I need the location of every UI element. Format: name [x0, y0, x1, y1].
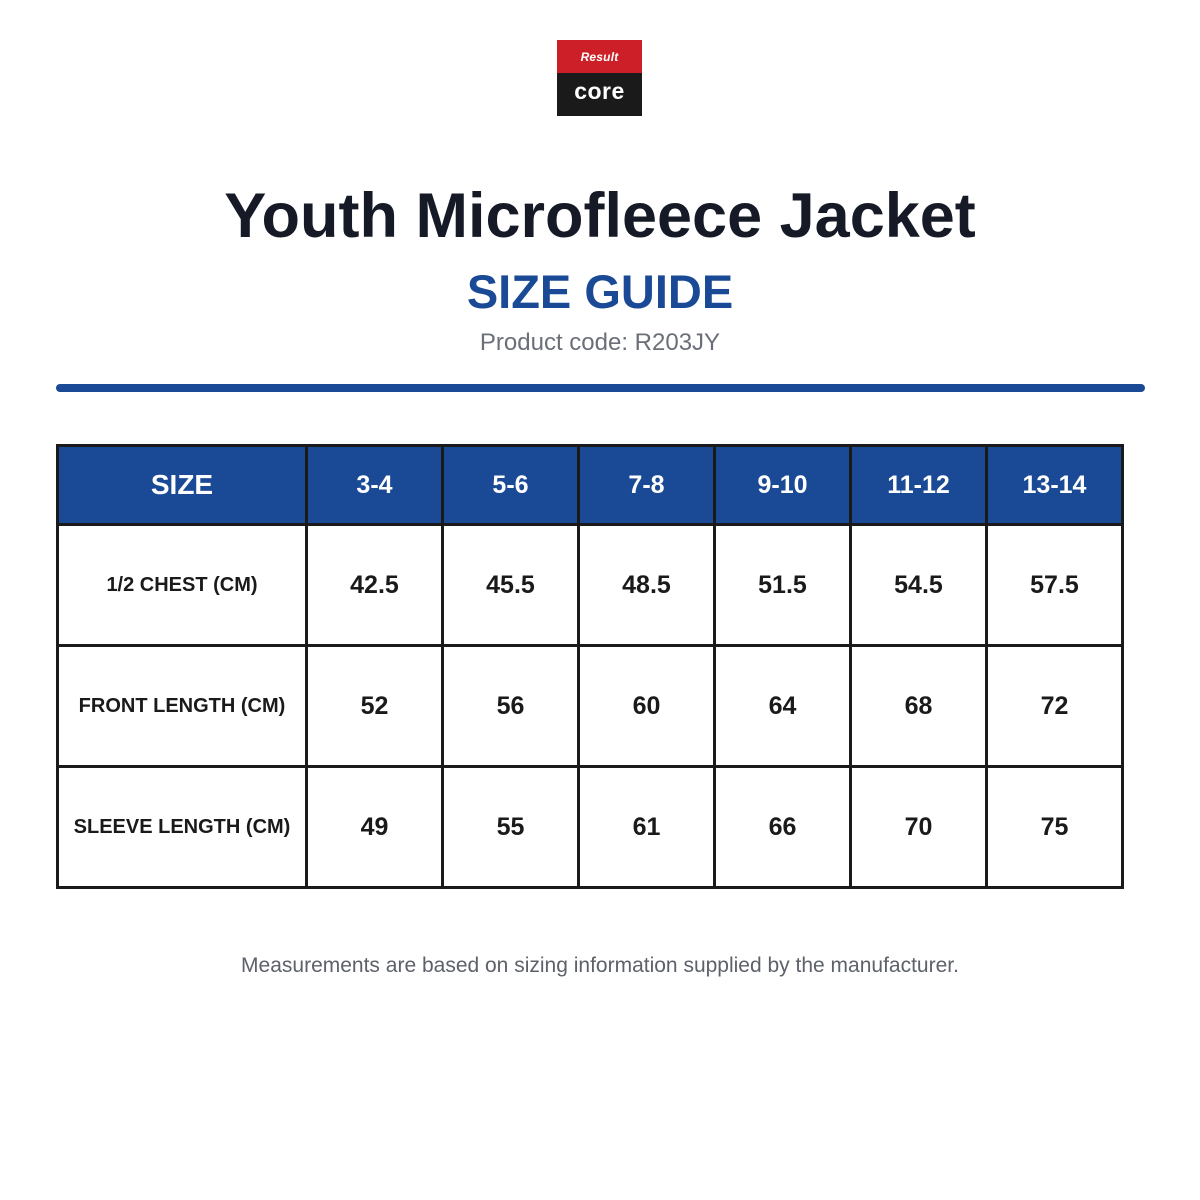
product-code: Product code: R203JY: [479, 329, 721, 356]
table-cell: 55: [443, 767, 579, 888]
size-table: [56, 444, 1124, 889]
table-cell: 56: [443, 646, 579, 767]
table-cell: 42.5: [307, 525, 443, 646]
table-cell: 60: [579, 646, 715, 767]
header-size: 7-8: [579, 446, 715, 525]
table-cell: 75: [987, 767, 1123, 888]
table-cell: 51.5: [715, 525, 851, 646]
header-size: 11-12: [851, 446, 987, 525]
table-cell: 52: [307, 646, 443, 767]
brand-logo: [557, 40, 642, 116]
row-label: FRONT LENGTH (CM): [58, 646, 307, 767]
table-cell: 57.5: [987, 525, 1123, 646]
divider: [56, 384, 1145, 392]
logo-top-text: Result: [580, 49, 619, 64]
header-size: 9-10: [715, 446, 851, 525]
table-cell: 54.5: [851, 525, 987, 646]
row-label: SLEEVE LENGTH (CM): [58, 767, 307, 888]
table-cell: 68: [851, 646, 987, 767]
logo-top-band: [557, 40, 642, 73]
page-title: Youth Microfleece Jacket: [224, 181, 976, 251]
table-cell: 61: [579, 767, 715, 888]
footnote: Measurements are based on sizing information supplied by the manufacturer.: [241, 954, 959, 977]
table-cell: 72: [987, 646, 1123, 767]
table-cell: 70: [851, 767, 987, 888]
header-size-label: SIZE: [58, 446, 307, 525]
header-size: 3-4: [307, 446, 443, 525]
page-subtitle: SIZE GUIDE: [466, 265, 734, 318]
header-size: 13-14: [987, 446, 1123, 525]
table-cell: 45.5: [443, 525, 579, 646]
table-cell: 64: [715, 646, 851, 767]
table-cell: 66: [715, 767, 851, 888]
table-cell: 48.5: [579, 525, 715, 646]
table-row: [58, 767, 1123, 888]
logo-bottom-text: core: [574, 78, 625, 104]
logo-bottom-band: [557, 73, 642, 116]
table-row: [58, 525, 1123, 646]
table-header-row: [58, 446, 1123, 525]
table-cell: 49: [307, 767, 443, 888]
row-label: 1/2 CHEST (CM): [58, 525, 307, 646]
table-row: [58, 646, 1123, 767]
header-size: 5-6: [443, 446, 579, 525]
